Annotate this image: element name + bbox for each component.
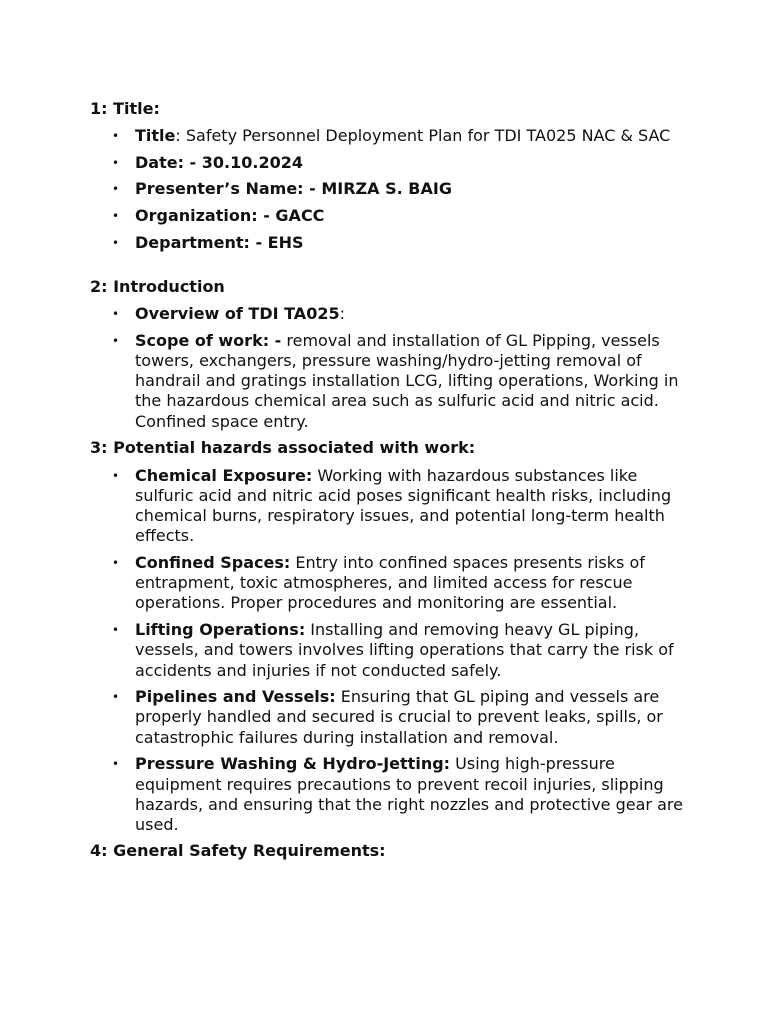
bullet-icon: • [112,129,120,143]
bullet-icon: • [112,623,120,638]
bullet-list [90,466,690,835]
document-page [90,99,690,861]
list-item [90,620,690,681]
item-label: Title [135,126,176,145]
item-text: Working with hazardous substances like sulfuric acid and nitric acid poses significant health risks, including chemical burns, respiratory issues, and potential long-term health effects. [135,465,672,546]
bullet-icon: • [112,556,120,571]
bullet-list [90,126,690,253]
list-item [90,233,690,253]
list-item [90,179,690,199]
item-label: Overview of TDI TA025 [135,304,340,324]
list-item [90,304,690,324]
section-heading: 3: Potential hazards associated with work: [90,437,476,457]
item-label: Department: - EHS [135,232,304,252]
section-title [90,99,690,253]
list-item [90,126,690,146]
list-item [90,331,690,432]
section-heading: 1: Title: [90,99,160,118]
item-text: : Safety Personnel Deployment Plan for TDI TA025 NAC & SAC [175,126,671,145]
bullet-icon: • [112,209,120,224]
list-item [90,206,690,226]
item-label: Presenter’s Name: - MIRZA S. BAIG [135,179,452,199]
item-label: Pipelines and Vessels: [135,687,336,707]
bullet-icon: • [112,182,120,197]
item-label: Date: - 30.10.2024 [135,152,303,172]
list-item [90,466,690,547]
section-introduction [90,277,690,432]
section-heading: 4: General Safety Requirements: [90,841,386,861]
item-label: Pressure Washing & Hydro-Jetting: [135,754,451,774]
item-label: Confined Spaces: [135,553,291,573]
section-general-safety [90,841,690,861]
item-label: Lifting Operations: [135,620,306,640]
bullet-icon: • [112,235,120,250]
list-item [90,754,690,835]
list-item [90,553,690,614]
bullet-icon: • [112,333,120,348]
item-text: Entry into confined spaces presents risks of entrapment, toxic atmospheres, and limited access for rescue operations. Proper procedures and monitoring are essential. [135,553,645,613]
item-label: Scope of work: - [135,330,282,350]
bullet-icon: • [112,307,120,322]
item-label: Chemical Exposure: [135,465,313,485]
bullet-icon: • [112,690,120,705]
item-text: Using high-pressure equipment requires precautions to prevent recoil injuries, slipping hazards, and ensuring that the right nozzles and protective gear are used. [135,754,683,834]
item-label: Organization: - GACC [135,206,325,226]
item-text: Ensuring that GL piping and vessels are properly handled and secured is crucial to prevent leaks, spills, or catastrophic failures during installation and removal. [135,687,663,747]
bullet-icon: • [112,468,120,483]
item-text: removal and installation of GL Pipping, vessels towers, exchangers, pressure washing/hydro-jetting removal of handrail and gratings installation LCG, lifting operations, Working in the hazardous chemical area such as sulfuric acid and nitric acid. Confined space entry. [135,330,679,431]
item-text: Installing and removing heavy GL piping, vessels, and towers involves lifting operations that carry the risk of accidents and injuries if not conducted safely. [135,620,674,680]
bullet-icon: • [112,757,120,772]
item-text: : [339,304,345,324]
bullet-icon: • [112,155,120,170]
bullet-list [90,304,690,432]
section-heading: 2: Introduction [90,277,225,297]
list-item [90,687,690,748]
list-item [90,153,690,173]
section-hazards [90,438,690,835]
